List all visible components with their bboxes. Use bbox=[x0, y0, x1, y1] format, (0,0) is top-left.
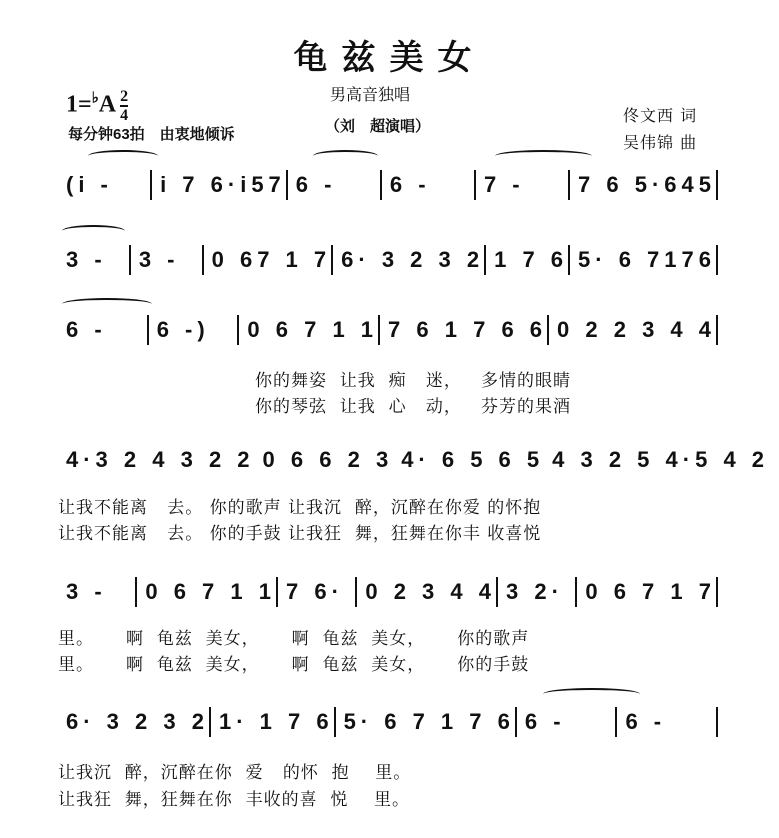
lyric-line: 让我不能离 去。 你的手鼓 让我狂 舞，狂舞在你丰 收喜悦 bbox=[58, 524, 542, 544]
measure: 5· 6 7176 bbox=[578, 247, 716, 272]
flat-sign: ♭ bbox=[91, 90, 99, 107]
measure: 7 - bbox=[483, 172, 525, 197]
measure: i 7 6·i57 bbox=[160, 172, 286, 197]
barline bbox=[716, 315, 718, 345]
song-title: 龟兹美女 bbox=[293, 38, 486, 78]
measure: 4·3 2 4 3 2 2 bbox=[66, 447, 255, 472]
measure: 6· 3 2 3 2 bbox=[66, 709, 209, 734]
measure: 6 -) bbox=[156, 317, 210, 342]
measure: 3 - bbox=[66, 247, 107, 272]
barline bbox=[716, 245, 718, 275]
measure: 6 - bbox=[389, 172, 431, 197]
staff-system bbox=[58, 705, 718, 739]
measure: 6· 3 2 3 2 bbox=[341, 247, 485, 272]
composer: 吴伟锦 曲 bbox=[623, 133, 698, 152]
tie-arc bbox=[313, 150, 378, 162]
measure: 1· 1 7 6 bbox=[218, 709, 334, 734]
measure: 0 2 2 3 4 4 bbox=[557, 317, 717, 342]
staff-system bbox=[58, 168, 718, 202]
time-signature bbox=[120, 88, 128, 124]
measure: 6 - bbox=[295, 172, 337, 197]
tie-arc bbox=[62, 298, 152, 310]
measure: 3 - bbox=[66, 579, 107, 604]
staff-system bbox=[58, 443, 770, 477]
measure: 1 7 6 bbox=[494, 247, 569, 272]
measure: 6 - bbox=[625, 709, 667, 734]
measure: 7 6 1 7 6 6 bbox=[388, 317, 548, 342]
barline bbox=[716, 577, 718, 607]
measure: 6 - bbox=[66, 317, 107, 342]
measure: 0 2 3 4 4 bbox=[365, 579, 496, 604]
measure: 7 6 5·645 bbox=[578, 172, 716, 197]
key-note: A bbox=[98, 91, 117, 118]
measure: 0 67 1 7 bbox=[211, 247, 332, 272]
key-prefix: 1= bbox=[66, 91, 92, 118]
measure: 3 - bbox=[138, 247, 180, 272]
lyric-line: 让我不能离 去。 你的歌声 让我沉 醉，沉醉在你爱 的怀抱 bbox=[58, 498, 542, 518]
lyric-line: 你的舞姿 让我 痴 迷， 多情的眼睛 bbox=[255, 371, 572, 391]
lyric-line: 你的琴弦 让我 心 动， 芬芳的果酒 bbox=[255, 397, 572, 417]
lyric-line: 让我沉 醉，沉醉在你 爱 的怀 抱 里。 bbox=[58, 763, 412, 783]
key-signature bbox=[66, 88, 128, 124]
measure: 0 6 7 1 1 bbox=[247, 317, 379, 342]
lyric-line: 里。 啊 龟兹 美女， 啊 龟兹 美女， 你的手鼓 bbox=[58, 655, 530, 675]
lyric-line: 让我狂 舞，狂舞在你 丰收的喜 悦 里。 bbox=[58, 790, 411, 810]
lyric-line: 里。 啊 龟兹 美女， 啊 龟兹 美女， 你的歌声 bbox=[58, 629, 530, 649]
tie-arc bbox=[495, 150, 592, 162]
tie-arc bbox=[62, 225, 125, 237]
measure: (i - bbox=[66, 172, 113, 197]
staff-system bbox=[58, 243, 718, 277]
barline bbox=[716, 170, 718, 200]
barline bbox=[716, 707, 718, 737]
time-bottom: 4 bbox=[120, 107, 129, 124]
tie-arc bbox=[543, 688, 640, 700]
measure: 4 3 2 5 4·5 4 2 bbox=[552, 447, 770, 472]
staff-system bbox=[58, 313, 718, 347]
measure: 0 6 6 2 3 bbox=[262, 447, 394, 472]
time-top: 2 bbox=[120, 88, 129, 105]
measure: 5· 6 7 1 7 6 bbox=[343, 709, 515, 734]
subtitle: 男高音独唱 bbox=[330, 85, 411, 104]
measure: 0 6 7 1 7 bbox=[585, 579, 716, 604]
tie-arc bbox=[88, 150, 158, 162]
measure: 3 2· bbox=[506, 579, 564, 604]
lyricist: 佟文西 词 bbox=[623, 106, 698, 125]
singer: （刘 超演唱） bbox=[325, 118, 431, 135]
measure: 6 - bbox=[524, 709, 566, 734]
staff-system bbox=[58, 575, 718, 609]
measure: 0 6 7 1 1 bbox=[145, 579, 276, 604]
measure: 4· 6 5 6 5 bbox=[401, 447, 545, 472]
measure: 7 6· bbox=[286, 579, 344, 604]
tempo-marking: 每分钟63拍 由衷地倾诉 bbox=[68, 126, 235, 143]
